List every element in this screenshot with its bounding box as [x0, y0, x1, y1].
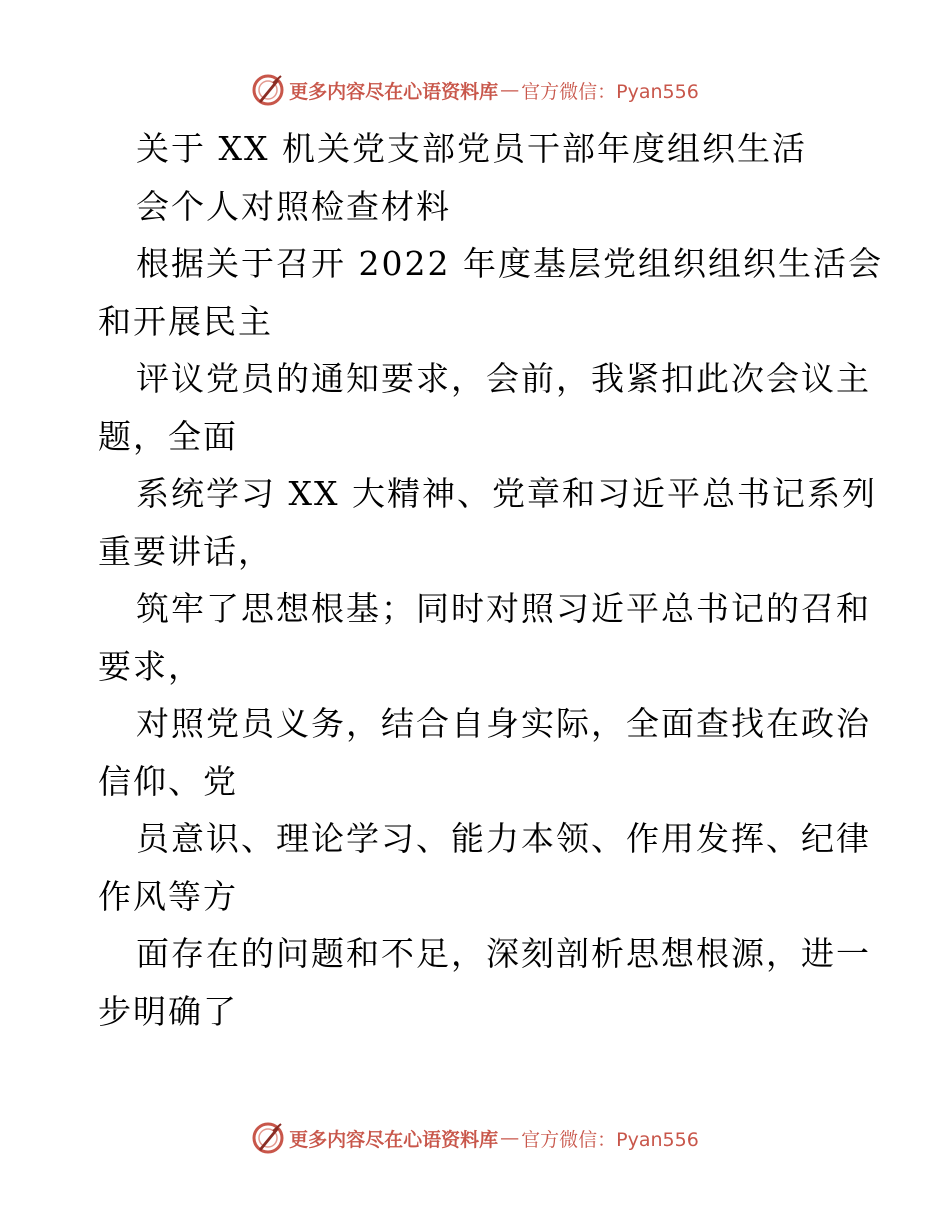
header-contact: 官方微信：Pyan556	[521, 80, 699, 103]
footer-contact: 官方微信：Pyan556	[521, 1128, 699, 1151]
document-title-line-2: 会个人对照检查材料	[136, 186, 451, 226]
paragraph-line: 筑牢了思想根基；同时对照习近平总书记的召和	[136, 589, 871, 628]
paragraph-line: 作风等方	[98, 876, 238, 916]
document-body	[98, 120, 883, 1040]
quill-seal-logo-icon	[251, 1121, 285, 1155]
paragraph-line: 要求，	[98, 646, 203, 686]
footer-separator: —	[500, 1127, 520, 1149]
header-banner	[0, 70, 950, 110]
header-slogan: 更多内容尽在心语资料库	[289, 80, 499, 103]
paragraph-line: 和开展民主	[98, 301, 273, 341]
paragraph-line: 系统学习 XX 大精神、党章和习近平总书记系列	[136, 474, 877, 513]
footer-slogan: 更多内容尽在心语资料库	[289, 1128, 499, 1151]
paragraph-line: 步明确了	[98, 991, 238, 1031]
paragraph-line: 对照党员义务，结合自身实际，全面查找在政治	[136, 704, 871, 743]
header-separator: —	[500, 79, 520, 101]
footer-banner	[0, 1118, 950, 1158]
paragraph-line: 重要讲话，	[98, 531, 273, 571]
paragraph-line: 面存在的问题和不足，深刻剖析思想根源，进一	[136, 934, 871, 973]
paragraph-line: 根据关于召开 2022 年度基层党组织组织生活会	[136, 244, 883, 283]
paragraph-line: 信仰、党	[98, 761, 238, 801]
paragraph-line: 题，全面	[98, 416, 238, 456]
paragraph-line: 员意识、理论学习、能力本领、作用发挥、纪律	[136, 819, 871, 858]
document-title-line-1: 关于 XX 机关党支部党员干部年度组织生活	[136, 129, 807, 168]
paragraph-line: 评议党员的通知要求，会前，我紧扣此次会议主	[136, 359, 871, 398]
quill-seal-logo-icon	[251, 73, 285, 107]
